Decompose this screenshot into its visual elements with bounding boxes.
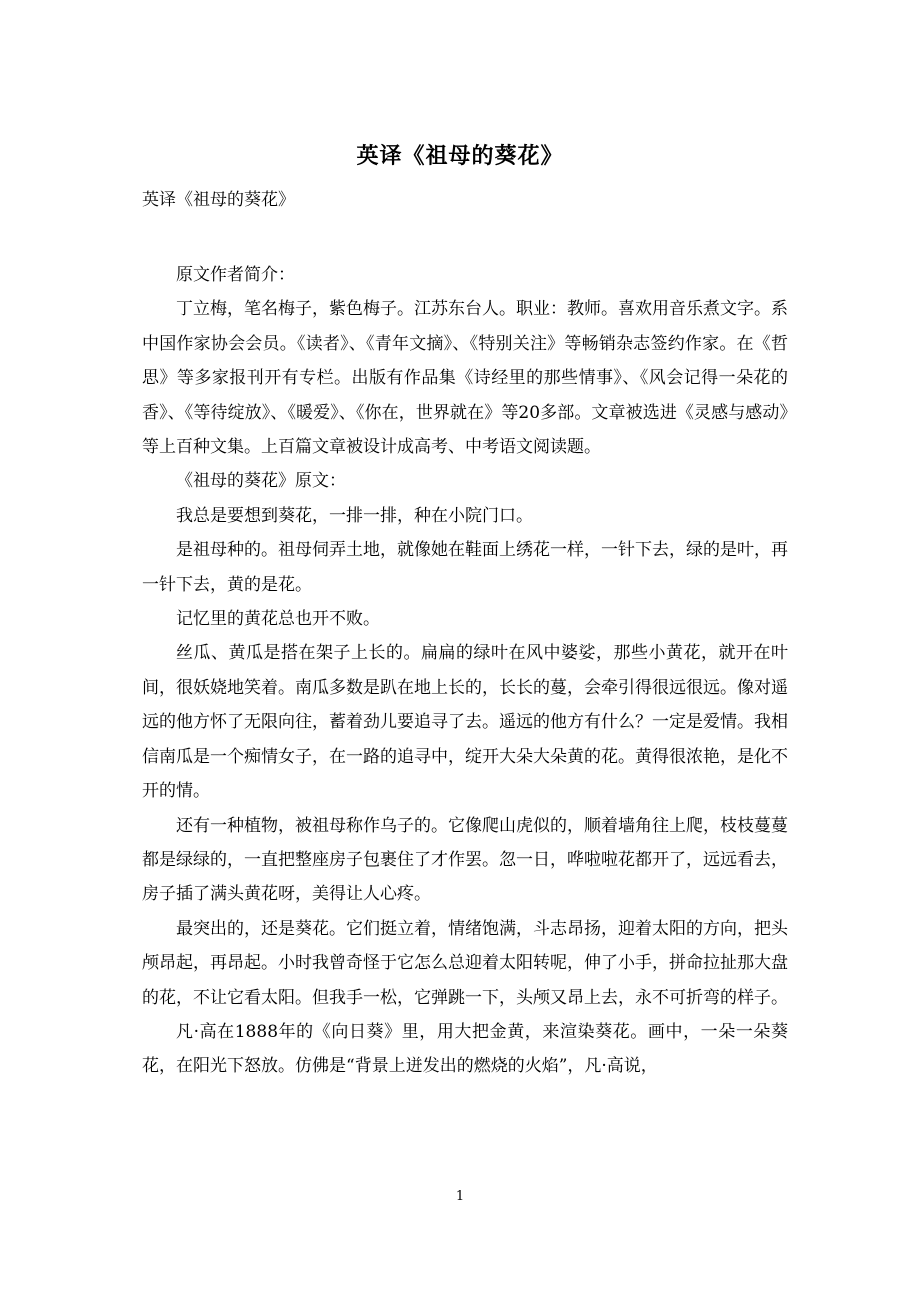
document-subtitle: 英译《祖母的葵花》 bbox=[142, 190, 295, 210]
document-body bbox=[142, 258, 788, 1084]
paragraph-author-heading: 原文作者简介： bbox=[176, 265, 295, 285]
paragraph: 是祖母种的。祖母伺弄土地，就像她在鞋面上绣花一样，一针下去，绿的是叶，再一针下去，黄的是花。 bbox=[142, 540, 788, 595]
document-title: 英译《祖母的葵花》 bbox=[356, 143, 564, 169]
paragraph: 最突出的，还是葵花。它们挺立着，情绪饱满，斗志昂扬，迎着太阳的方向，把头颅昂起，再昂起。小时我曾奇怪于它怎么总迎着太阳转呢，伸了小手，拼命拉扯那大盘的花，不让它看太阳。但我手一松，它弹跳一下，头颅又昂上去，永不可折弯的样子。 bbox=[142, 918, 788, 1008]
paragraph: 丝瓜、黄瓜是搭在架子上长的。扁扁的绿叶在风中婆娑，那些小黄花，就开在叶间，很妖娆地笑着。南瓜多数是趴在地上长的，长长的蔓，会牵引得很远很远。像对遥远的他方怀了无限向往，蓄着劲儿要追寻了去。遥远的他方有什么？一定是爱情。我相信南瓜是一个痴情女子，在一路的追寻中，绽开大朵大朵黄的花。黄得很浓艳，是化不开的情。 bbox=[142, 643, 788, 802]
paragraph: 凡·高在1888年的《向日葵》里，用大把金黄，来渲染葵花。画中，一朵一朵葵花，在阳光下怒放。仿佛是“背景上迸发出的燃烧的火焰”，凡·高说， bbox=[142, 1021, 788, 1077]
paragraph-author-bio: 丁立梅，笔名梅子，紫色梅子。江苏东台人。职业：教师。喜欢用音乐煮文字。系中国作家协会会员。《读者》、《青年文摘》、《特别关注》等畅销杂志签约作家。在《哲思》等多家报刊开有专栏。出版有作品集《诗经里的那些情事》、《风会记得一朵花的香》、《等待绽放》、《暖爱》、《你在，世界就在》等20多部。文章被选进《灵感与感动》等上百种文集。上百篇文章被设计成高考、中考语文阅读题。 bbox=[142, 299, 788, 458]
paragraph-original-heading: 《祖母的葵花》原文： bbox=[176, 471, 346, 492]
paragraph: 还有一种植物，被祖母称作乌子的。它像爬山虎似的，顺着墙角往上爬，枝枝蔓蔓都是绿绿的，一直把整座房子包裹住了才作罢。忽一日，哗啦啦花都开了，远远看去，房子插了满头黄花呀，美得让人心疼。 bbox=[142, 815, 788, 905]
paragraph: 我总是要想到葵花，一排一排，种在小院门口。 bbox=[176, 505, 533, 526]
page-number: 1 bbox=[455, 1189, 465, 1204]
paragraph: 记忆里的黄花总也开不败。 bbox=[176, 609, 380, 630]
